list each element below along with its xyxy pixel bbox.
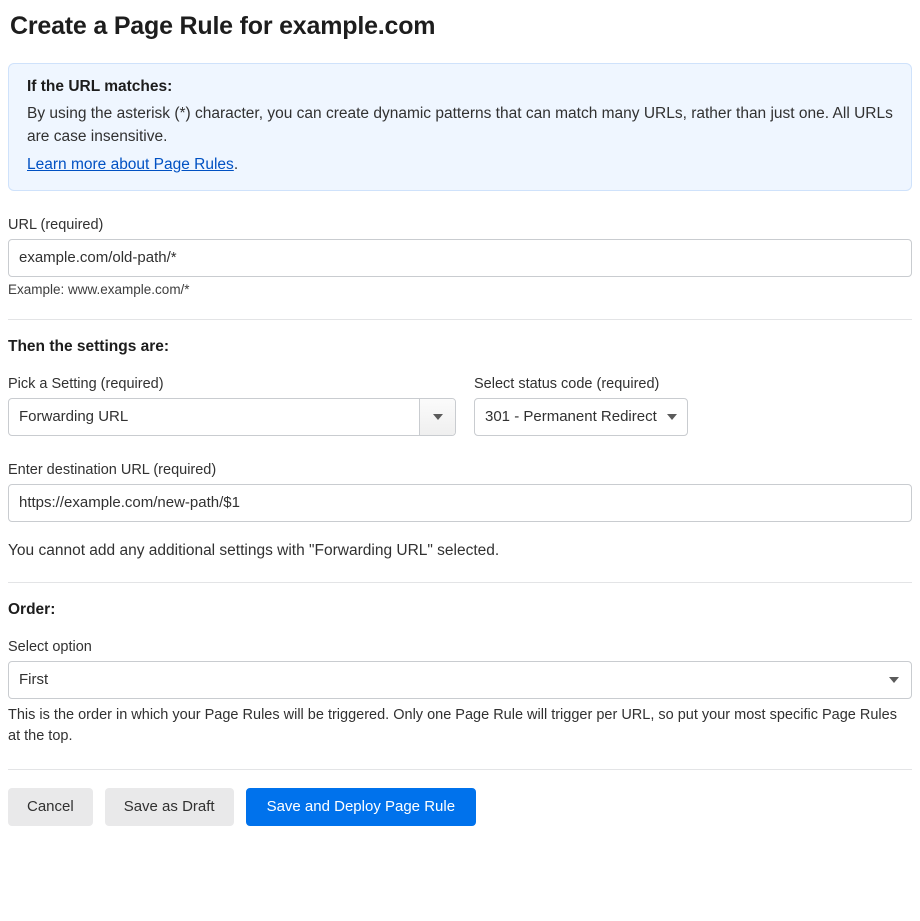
settings-row	[8, 376, 912, 436]
caret-down-shape	[433, 414, 443, 420]
status-code-group	[474, 376, 716, 436]
info-box-link-suffix: .	[233, 155, 239, 173]
info-box-title: If the URL matches:	[27, 78, 173, 95]
info-box-link-row	[27, 156, 893, 174]
divider-actions	[8, 769, 912, 770]
url-field-label: URL (required)	[8, 216, 104, 233]
status-code-value: 301 - Permanent Redirect	[485, 408, 657, 425]
learn-more-link[interactable]: Learn more about Page Rules	[27, 155, 234, 173]
order-select-label: Select option	[8, 638, 92, 655]
destination-url-input[interactable]	[8, 484, 912, 522]
order-select[interactable]	[8, 661, 912, 699]
save-as-draft-button[interactable]: Save as Draft	[105, 788, 234, 826]
settings-heading: Then the settings are:	[8, 337, 170, 355]
divider-settings	[8, 319, 912, 320]
destination-group	[8, 462, 912, 522]
page-title: Create a Page Rule for example.com	[10, 12, 436, 40]
save-and-deploy-button[interactable]: Save and Deploy Page Rule	[246, 788, 476, 826]
status-code-label: Select status code (required)	[474, 375, 660, 392]
order-help-text: This is the order in which your Page Rules will be triggered. Only one Page Rule will trigger per URL, so put your most specific Page Rules at the top.	[8, 706, 897, 744]
info-box-text: By using the asterisk (*) character, you can create dynamic patterns that can match many URLs, rather than just one. All URLs are case insensitive.	[27, 105, 893, 146]
url-input[interactable]	[8, 239, 912, 277]
cancel-button[interactable]: Cancel	[8, 788, 93, 826]
forwarding-url-note: You cannot add any additional settings with "Forwarding URL" selected.	[8, 541, 500, 559]
pick-setting-value: Forwarding URL	[19, 408, 129, 425]
form-actions	[8, 788, 912, 826]
order-select-value: First	[19, 671, 49, 688]
chevron-down-icon	[889, 677, 899, 683]
pick-setting-select[interactable]	[8, 398, 456, 436]
chevron-down-icon	[419, 399, 455, 435]
chevron-down-icon	[667, 414, 677, 420]
pick-setting-label: Pick a Setting (required)	[8, 375, 164, 392]
divider-order	[8, 582, 912, 583]
url-helper-text: Example: www.example.com/*	[8, 281, 190, 297]
destination-label: Enter destination URL (required)	[8, 461, 217, 478]
pick-setting-group	[8, 376, 456, 436]
status-code-select[interactable]	[474, 398, 688, 436]
url-match-info-box	[8, 63, 912, 191]
order-heading: Order:	[8, 600, 56, 618]
